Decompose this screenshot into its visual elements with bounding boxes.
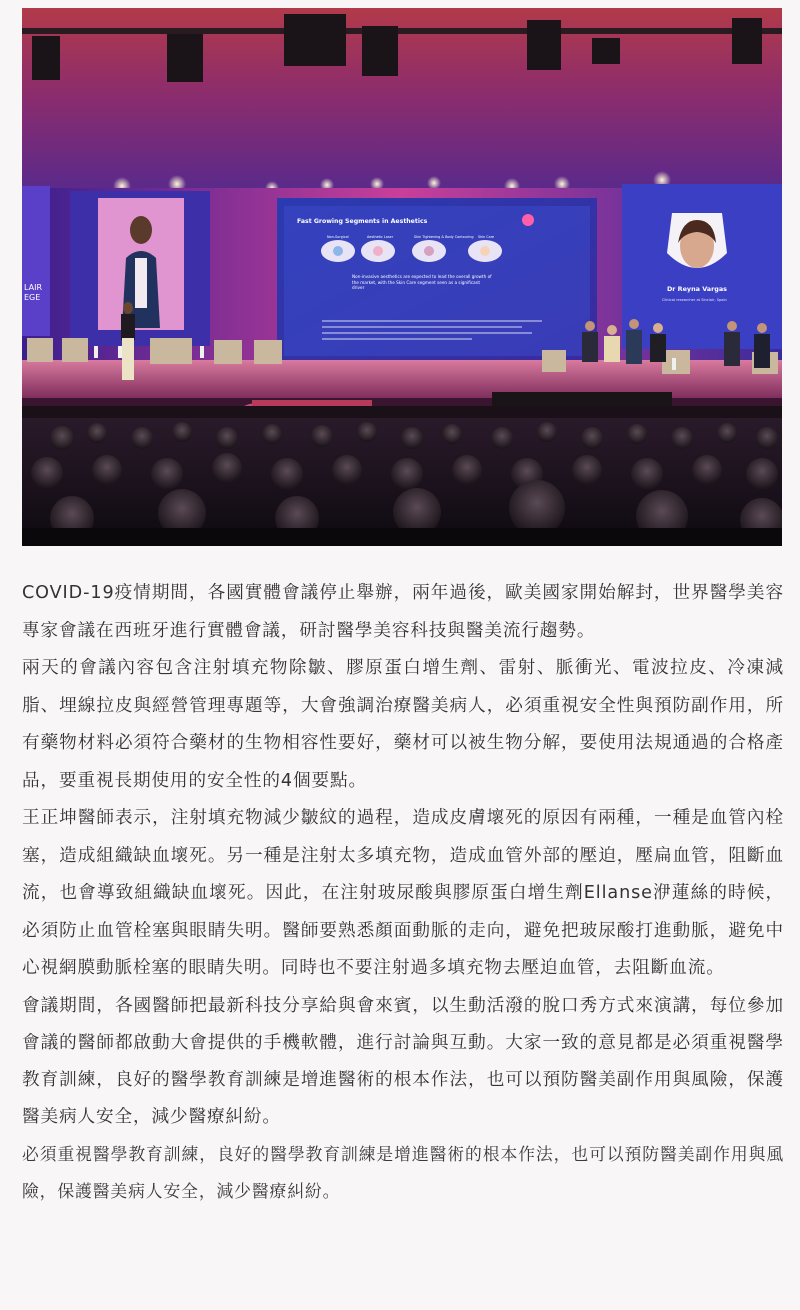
article-paragraph: 必須重視醫學教育訓練，良好的醫學教育訓練是增進醫術的根本作法，也可以預防醫美副作用與風險，保護醫美病人安全，減少醫療糾紛。 bbox=[22, 1143, 784, 1201]
left-edge-screen bbox=[22, 186, 50, 336]
article-paragraph: COVID-19疫情期間，各國實體會議停止舉辦，兩年過後，歐美國家開始解封，世界醫學美容專家會議在西班牙進行實體會議，研討醫學美容科技與醫美流行趨勢。 bbox=[22, 583, 784, 641]
ceiling bbox=[22, 8, 782, 188]
slide-category-2: Aesthetic Laser bbox=[367, 235, 394, 239]
slide-title: Fast Growing Segments in Aesthetics bbox=[297, 218, 428, 225]
slide-logo-icon bbox=[522, 214, 534, 226]
conference-photo bbox=[22, 8, 782, 546]
slide-category-1: Non-Surgical bbox=[327, 235, 349, 239]
slide-category-4: Skin Care bbox=[478, 235, 495, 239]
left-screen-text: LAIR EGE bbox=[24, 283, 43, 302]
article-paragraph: 王正坤醫師表示，注射填充物減少皺紋的過程，造成皮膚壞死的原因有兩種，一種是血管內栓塞，造成組織缺血壞死。另一種是注射太多填充物，造成血管外部的壓迫，壓扁血管，阻斷血流，也會導致組織缺血壞死。因此，在注射玻尿酸與膠原蛋白增生劑Ellanse洢蓮絲的時候，必須防止血管栓塞與眼睛失明。醫師要熟悉顏面動脈的走向，避免把玻尿酸打進動脈，避免中心視網膜動脈栓塞的眼睛失明。同時也不要注射過多填充物去壓迫血管，去阻斷血流。 bbox=[22, 808, 784, 978]
slide-category-3: Skin Tightening & Body Contouring bbox=[414, 235, 474, 239]
speaker-name: Dr Reyna Vargas bbox=[667, 285, 727, 293]
article-paragraph: 會議期間，各國醫師把最新科技分享給與會來賓，以生動活潑的脫口秀方式來演講，每位參加會議的醫師都啟動大會提供的手機軟體，進行討論與互動。大家一致的意見都是必須重視醫學教育訓練，良好的醫學教育訓練是增進醫術的根本作法，也可以預防醫美副作用與風險，保護醫美病人安全，減少醫療糾紛。 bbox=[22, 995, 784, 1127]
speaker-role: Clinical researcher at Sinclair, Spain bbox=[662, 298, 727, 302]
slide-note-box bbox=[352, 274, 492, 304]
article-body bbox=[22, 575, 784, 1210]
article-paragraph: 兩天的會議內容包含注射填充物除皺、膠原蛋白增生劑、雷射、脈衝光、電波拉皮、冷凍減脂、埋線拉皮與經營管理專題等，大會強調治療醫美病人，必須重視安全性與預防副作用，所有藥物材料必須符合藥材的生物相容性要好，藥材可以被生物分解，要使用法規通過的合格產品，要重視長期使用的安全性的4個要點。 bbox=[22, 658, 784, 791]
slide-note: Non-invasive aesthetics are expected to lead the overall growth of the market, with the Skin Care segment seen as a significant driver bbox=[352, 274, 492, 291]
